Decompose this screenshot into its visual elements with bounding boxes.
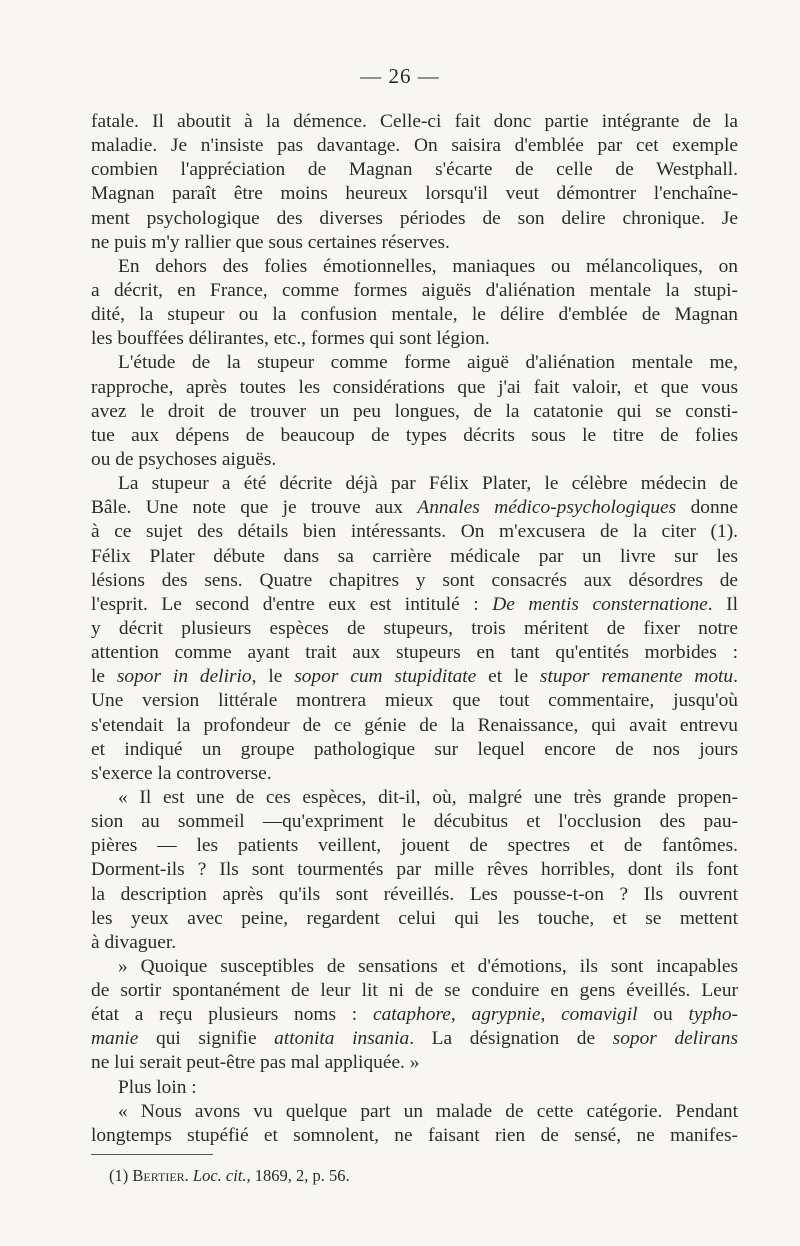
text-line: « Nous avons vu quelque part un malade de cette catégorie. Pendant (118, 1100, 738, 1122)
text-line: Magnan paraît être moins heureux lorsqu'il veut démontrer l'enchaîne- (91, 183, 738, 205)
text-line: fatale. Il aboutit à la démence. Celle-ci fait donc partie intégrante de la (91, 111, 738, 132)
text-line: Félix Plater débute dans sa carrière médicale par un livre sur les (91, 545, 738, 567)
text-line: et indiqué un groupe pathologique sur lequel encore de nos jours (91, 738, 738, 760)
text-line: le sopor in delirio, le sopor cum stupiditate et le stupor remanente motu. (91, 666, 738, 688)
text-line: « Il est une de ces espèces, dit-il, où, malgré une très grande propen- (118, 786, 738, 808)
text-line: En dehors des folies émotionnelles, maniaques ou mélancoliques, on (118, 255, 738, 277)
italic-term: typho- (688, 1004, 738, 1026)
text-line: les bouffées délirantes, etc., formes qui sont légion. (91, 328, 490, 350)
text-line: combien l'appréciation de Magnan s'écarte de celle de Westphall. (91, 159, 738, 181)
text-line: Dorment-ils ? Ils sont tourmentés par mille rêves horribles, dont ils font (91, 859, 738, 881)
footnote: (1) Bertier. Loc. cit., 1869, 2, p. 56. (109, 1166, 350, 1185)
text-line: La stupeur a été décrite déjà par Félix Plater, le célèbre médecin de (118, 473, 738, 495)
page-body-text (91, 110, 738, 1148)
footnote-mark: (1) (109, 1166, 133, 1185)
text-line: ne puis m'y rallier que sous certaines réserves. (91, 231, 450, 253)
page-number: — 26 — (360, 64, 440, 88)
text-line: Bâle. Une note que je trouve aux Annales médico-psychologiques donne (91, 497, 738, 519)
footnote-rule (91, 1154, 213, 1155)
text-line: Plus loin : (118, 1076, 197, 1098)
text-line: à divaguer. (91, 931, 177, 953)
text-line: à ce sujet des détails bien intéressants. On m'excusera de la citer (1). (91, 521, 738, 543)
text-line: état a reçu plusieurs noms : cataphore, agrypnie, comavigil ou typho- (91, 1004, 738, 1026)
footnote-author: Bertier (132, 1166, 185, 1185)
text-line: lésions des sens. Quatre chapitres y sont consacrés aux désordres de (91, 569, 738, 591)
text-line: tue aux dépens de beaucoup de types décrits sous le titre de folies (91, 424, 738, 446)
text-line: sion au sommeil —qu'expriment le décubitus et l'occlusion des pau- (91, 811, 738, 833)
text-line: l'esprit. Le second d'entre eux est intitulé : De mentis consternatione. Il (91, 593, 738, 615)
italic-term: attonita insania (274, 1028, 410, 1050)
text-line: attention comme ayant trait aux stupeurs en tant qu'entités morbides : (91, 642, 738, 664)
italic-term: sopor delirans (612, 1028, 738, 1050)
text-line: ment psychologique des diverses périodes de son delire chronique. Je (91, 207, 738, 229)
text-line: y décrit plusieurs espèces de stupeurs, trois méritent de fixer notre (91, 617, 738, 639)
text-line: s'etendait la profondeur de ce génie de la Renaissance, qui avait entrevu (91, 714, 738, 736)
text-line: Une version littérale montrera mieux que tout commentaire, jusqu'où (91, 690, 738, 712)
text-line: les yeux avec peine, regardent celui qui les touche, et se mettent (91, 907, 738, 929)
footnote-rest: , 1869, 2, p. 56. (246, 1166, 350, 1185)
text-line: la description après qu'ils sont réveillés. Les pousse-t-on ? Ils ouvrent (91, 883, 738, 905)
text-line: s'exerce la controverse. (91, 762, 272, 784)
italic-term: sopor cum stupiditate (294, 666, 477, 688)
text-line: ou de psychoses aiguës. (91, 448, 277, 470)
text-line: L'étude de la stupeur comme forme aiguë d'aliénation mentale me, (118, 352, 738, 374)
italic-term: comavigil (561, 1004, 638, 1026)
text-line: rapproche, après toutes les considérations que j'ai fait valoir, et que vous (91, 376, 738, 398)
italic-term: manie (91, 1028, 139, 1050)
text-line: de sortir spontanément de leur lit ni de se conduire en gens éveillés. Leur (91, 980, 738, 1002)
text-line: longtemps stupéfié et somnolent, ne faisant rien de sensé, ne manifes- (91, 1124, 738, 1146)
text-line: » Quoique susceptibles de sensations et d'émotions, ils sont incapables (118, 955, 738, 977)
text-line: a décrit, en France, comme formes aiguës d'aliénation mentale la stupi- (91, 279, 738, 301)
italic-title: Annales médico-psychologiques (417, 497, 677, 519)
italic-title: De mentis consternatione (492, 593, 708, 615)
text-line: dité, la stupeur ou la confusion mentale, le délire d'emblée de Magnan (91, 304, 738, 326)
footnote-ref: Loc. cit. (192, 1166, 247, 1185)
italic-term: agrypnie (471, 1004, 541, 1026)
italic-term: stupor remanente motu (539, 666, 734, 688)
italic-term: cataphore (372, 1004, 451, 1026)
italic-term: sopor in delirio (116, 666, 252, 688)
text-line: ne lui serait peut-être pas mal appliquée. » (91, 1052, 420, 1074)
text-line: pières — les patients veillent, jouent de spectres et de fantômes. (91, 835, 738, 857)
text-line: manie qui signifie attonita insania. La désignation de sopor delirans (91, 1028, 738, 1050)
text-line: maladie. Je n'insiste pas davantage. On saisira d'emblée par cet exemple (91, 135, 738, 157)
text-line: avez le droit de trouver un peu longues, de la catatonie qui se consti- (91, 400, 738, 422)
